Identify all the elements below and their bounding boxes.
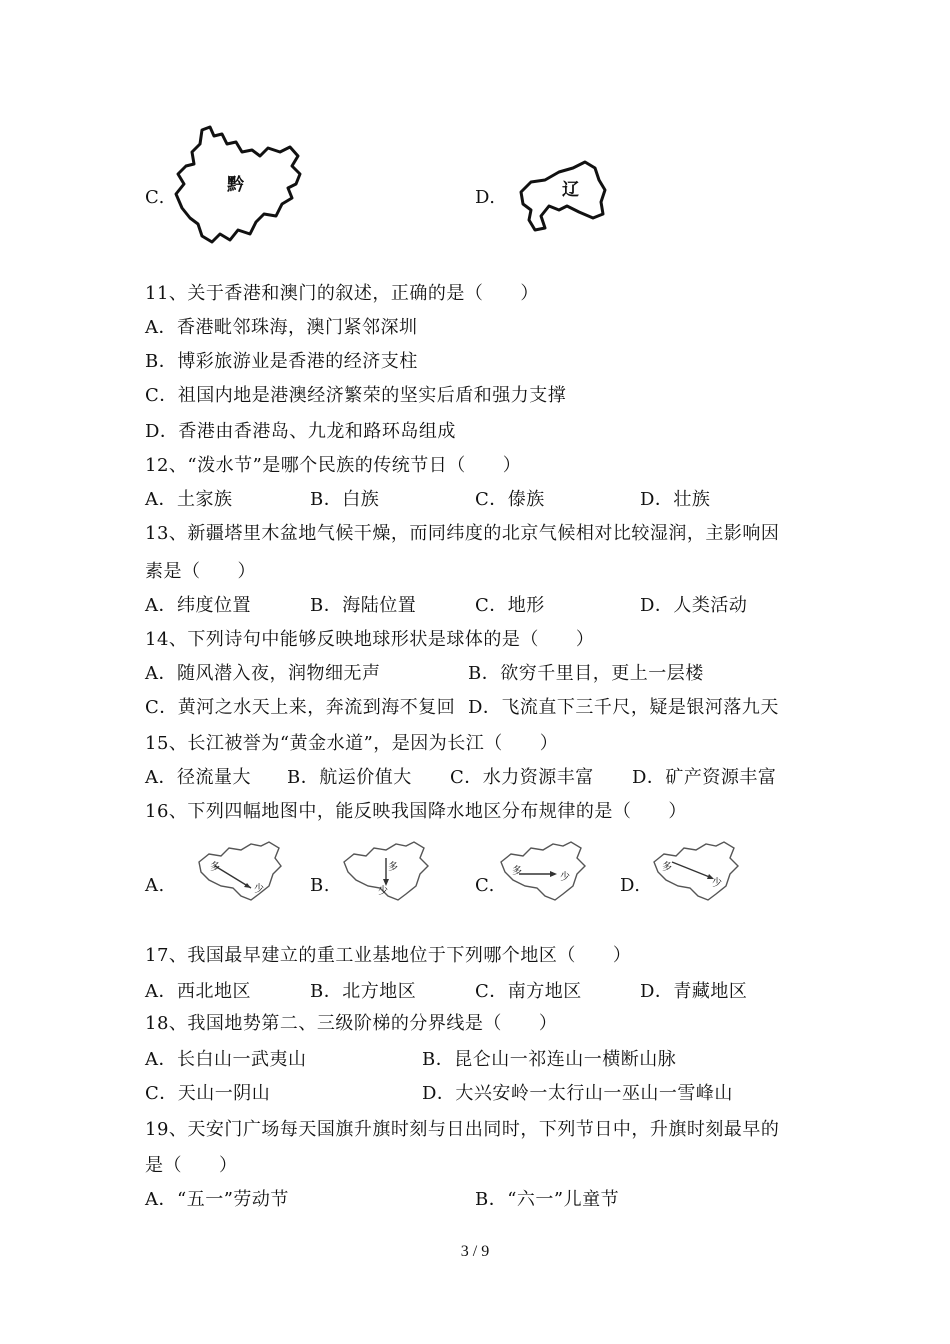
q17-option-d: D．青藏地区 [640,981,748,1002]
q13-stem-line1: 13、新疆塔里木盆地气候干燥，而同纬度的北京气候相对比较湿润，主影响因 [145,523,780,544]
q17-option-b: B．北方地区 [310,981,417,1002]
q18-stem: 18、我国地势第二、三级阶梯的分界线是（ ） [145,1013,558,1034]
q13-option-b: B．海陆位置 [310,595,417,616]
q16-map-a-less: 少 [254,884,264,895]
q18-option-b: B．昆仑山一祁连山一横断山脉 [422,1049,677,1070]
q12-option-c: C．傣族 [475,489,545,510]
q11-option-a: A．香港毗邻珠海，澳门紧邻深圳 [145,317,418,338]
q11-option-c: C．祖国内地是港澳经济繁荣的坚实后盾和强力支撑 [145,385,567,406]
q16-map-c-more: 多 [512,866,522,877]
q15-option-a: A．径流量大 [145,767,251,788]
liaoning-map-image [515,158,607,236]
q18-option-c: C．天山一阴山 [145,1083,271,1104]
q12-option-a: A．土家族 [145,489,233,510]
q15-option-b: B．航运价值大 [287,767,412,788]
q19-stem-line2: 是（ ） [145,1155,238,1176]
q11-option-b: B．博彩旅游业是香港的经济支柱 [145,351,418,372]
q13-option-c: C．地形 [475,595,545,616]
q14-option-d: D．飞流直下三千尺，疑是银河落九天 [468,697,779,718]
q17-option-c: C．南方地区 [475,981,582,1002]
q10-option-c-label: C. [145,187,165,208]
q14-option-a: A．随风潜入夜，润物细无声 [145,663,381,684]
q16-map-a-image [195,840,285,904]
q12-option-b: B．白族 [310,489,380,510]
q16-map-b-more: 多 [388,862,398,873]
q16-map-a-more: 多 [210,862,220,873]
q16-map-d-less: 少 [712,878,722,889]
q18-option-d: D．大兴安岭一太行山一巫山一雪峰山 [422,1083,733,1104]
q17-option-a: A．西北地区 [145,981,251,1002]
q11-stem: 11、关于香港和澳门的叙述，正确的是（ ） [145,283,539,304]
q16-map-c-less: 少 [560,872,570,883]
q18-option-a: A．长白山一武夷山 [145,1049,307,1070]
q16-option-d-label: D. [620,875,641,896]
q16-stem: 16、下列四幅地图中，能反映我国降水地区分布规律的是（ ） [145,801,687,822]
q12-option-d: D．壮族 [640,489,711,510]
q13-option-d: D．人类活动 [640,595,748,616]
q13-option-a: A．纬度位置 [145,595,251,616]
q15-option-c: C．水力资源丰富 [450,767,594,788]
q16-option-b-label: B. [310,875,330,896]
q19-option-a: A．“五一”劳动节 [145,1189,289,1210]
q17-stem: 17、我国最早建立的重工业基地位于下列哪个地区（ ） [145,945,632,966]
q14-option-c: C．黄河之水天上来，奔流到海不复回 [145,697,456,718]
q16-map-b-less: 少 [378,886,388,897]
q16-option-c-label: C. [475,875,495,896]
q10-option-d-label: D. [475,187,496,208]
q16-map-c-image [497,838,589,904]
q12-stem: 12、“泼水节”是哪个民族的传统节日（ ） [145,455,522,476]
liaoning-map-char: 辽 [562,180,580,200]
guizhou-map-char: 黔 [227,175,245,195]
q14-stem: 14、下列诗句中能够反映地球形状是球体的是（ ） [145,629,595,650]
q16-option-a-label: A. [145,875,165,896]
q16-map-d-more: 多 [662,862,672,873]
q19-option-b: B．“六一”儿童节 [475,1189,620,1210]
q11-option-d: D．香港由香港岛、九龙和路环岛组成 [145,421,456,442]
q14-option-b: B．欲穷千里目，更上一层楼 [468,663,704,684]
q13-stem-line2: 素是（ ） [145,561,256,582]
q19-stem-line1: 19、天安门广场每天国旗升旗时刻与日出同时，下列节日中，升旗时刻最早的 [145,1119,780,1140]
q15-option-d: D．矿产资源丰富 [632,767,777,788]
page-number: 3 / 9 [460,1243,490,1260]
q15-stem: 15、长江被誉为“黄金水道”，是因为长江（ ） [145,733,559,754]
